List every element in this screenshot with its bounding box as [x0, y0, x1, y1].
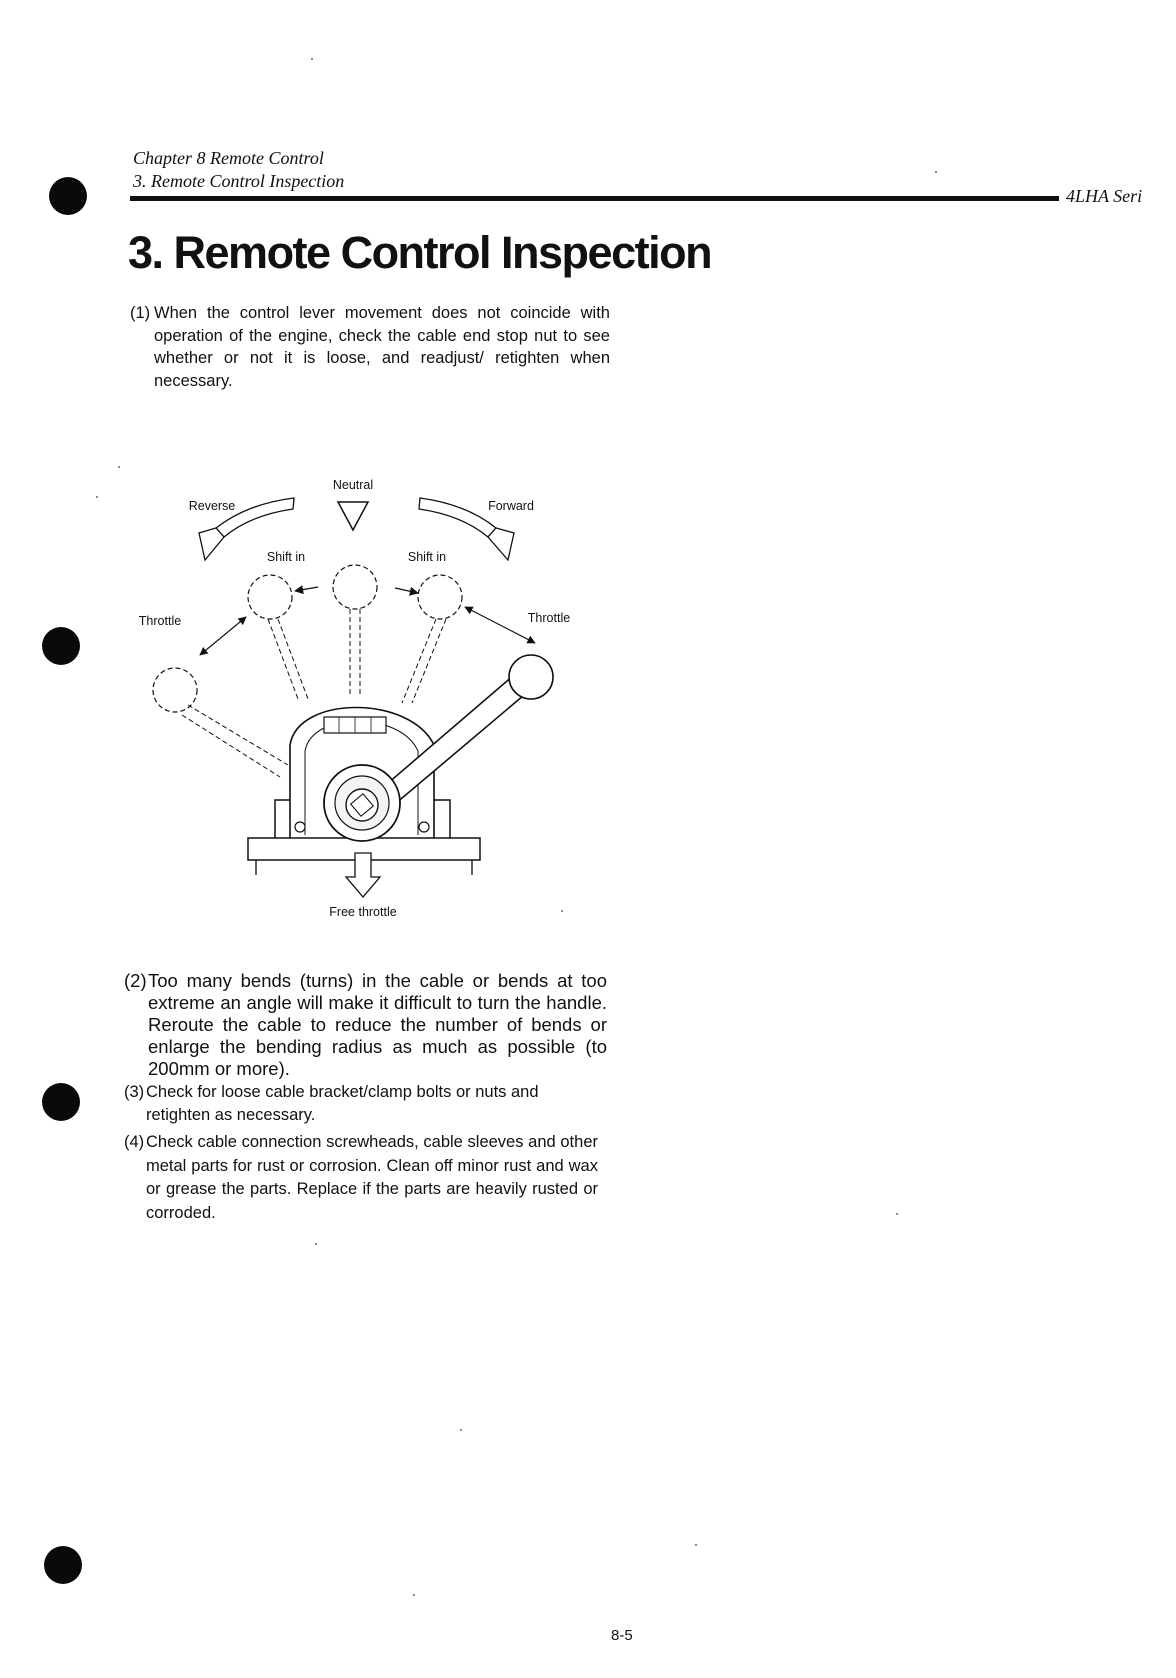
neutral-label: Neutral	[332, 478, 374, 492]
inspection-step-1	[130, 302, 610, 392]
inspection-step-2	[124, 970, 607, 1080]
scan-speck	[460, 1429, 462, 1431]
binder-hole	[44, 1546, 82, 1584]
page-number: 8-5	[611, 1627, 633, 1644]
reverse-label: Reverse	[188, 499, 236, 513]
neutral-position	[333, 565, 377, 609]
scan-speck	[315, 1243, 317, 1245]
chapter-heading: Chapter 8 Remote Control	[133, 148, 324, 168]
scan-speck	[96, 496, 98, 498]
series-label: 4LHA Seri	[1066, 186, 1143, 206]
shift-reverse-position	[248, 575, 292, 619]
free-throttle-label: Free throttle	[329, 905, 397, 919]
inspection-step-4	[124, 1131, 598, 1225]
throttle-right-label: Throttle	[527, 611, 571, 625]
binder-hole	[42, 1083, 80, 1121]
scan-speck	[695, 1544, 697, 1546]
step-text: When the control lever movement does not coincide with operation of the engine, check the cable end stop nut to see whether or not it is loose, and readjust/ retighten when necessary.	[154, 304, 610, 390]
binder-hole	[42, 627, 80, 665]
shift-in-right-label: Shift in	[407, 550, 447, 564]
scan-speck	[311, 58, 313, 60]
section-heading: 3. Remote Control Inspection	[133, 171, 345, 191]
throttle-reverse-position	[153, 668, 197, 712]
shift-in-left-label: Shift in	[266, 550, 306, 564]
binder-hole	[49, 177, 87, 215]
scan-speck	[935, 171, 937, 173]
step-number: (4)	[124, 1133, 145, 1151]
remote-control-lever-diagram	[120, 465, 620, 930]
step-text: Check cable connection screwheads, cable sleeves and other metal parts for rust or corrosion. Clean off minor rust and wax or grease the parts. Replace if the parts are heavily rusted or corroded.	[146, 1133, 598, 1222]
lever-diagram-svg	[120, 465, 620, 925]
shift-forward-position	[418, 575, 462, 619]
scan-speck	[896, 1213, 898, 1215]
free-throttle-button-icon	[346, 789, 378, 821]
step-text: Too many bends (turns) in the cable or bends at too extreme an angle will make it difficult to turn the handle. Reroute the cable to reduce the number of bends or enlarge the bending radius as much as possible (to 200mm or more).	[148, 970, 607, 1079]
neutral-marker-icon	[338, 502, 368, 530]
lever-knob	[509, 655, 553, 699]
inspection-step-3	[124, 1081, 607, 1127]
step-number: (2)	[124, 970, 147, 991]
step-number: (3)	[124, 1083, 145, 1101]
forward-arrow-icon	[419, 498, 496, 537]
throttle-left-label: Throttle	[138, 614, 182, 628]
forward-arrowhead-icon	[488, 528, 514, 560]
header-rule	[130, 196, 1059, 201]
page-title: 3. Remote Control Inspection	[128, 227, 712, 278]
step-number: (1)	[130, 304, 151, 322]
reverse-arrowhead-icon	[199, 528, 224, 560]
scan-speck	[413, 1594, 415, 1596]
forward-label: Forward	[488, 499, 534, 513]
step-text: Check for loose cable bracket/clamp bolts or nuts and retighten as necessary.	[146, 1083, 539, 1124]
